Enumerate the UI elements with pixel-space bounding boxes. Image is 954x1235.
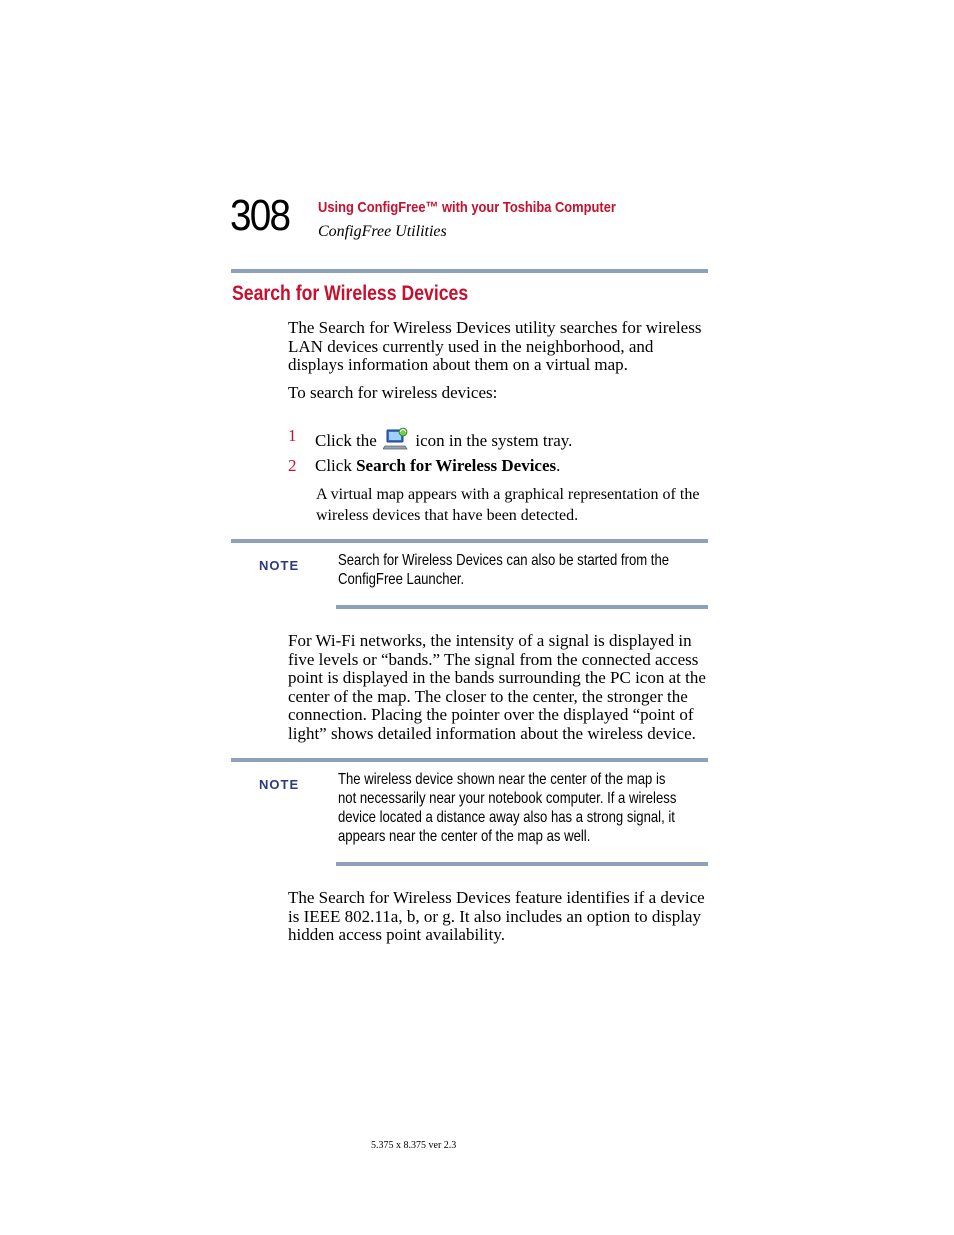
configfree-tray-icon [383, 426, 409, 457]
step-text-before: Click [315, 456, 352, 475]
wifi-paragraph: For Wi-Fi networks, the intensity of a signal is displayed in five levels or “bands.” The signal from the connected access point is displayed in the bands surrounding the PC icon at the center of the map. The closer to the center, the stronger the connection. Placing the pointer over the displayed “point of light” shows detailed information about the wireless device. [288, 631, 706, 743]
note-text: The wireless device shown near the center of the map is not necessarily near your notebook computer. If a wireless device located a distance away also has a strong signal, it appears near the center of the map as well. [338, 771, 677, 845]
lead-in-paragraph: To search for wireless devices: [288, 383, 498, 402]
chapter-title: Using ConfigFree™ with your Toshiba Computer [318, 199, 616, 216]
note-label: NOTE [259, 558, 300, 573]
note-text: Search for Wireless Devices can also be started from the ConfigFree Launcher. [338, 552, 670, 588]
step-command: Search for Wireless Devices [356, 456, 557, 475]
step-result: A virtual map appears with a graphical representation of the wireless devices that have been detected. [316, 486, 700, 524]
intro-paragraph: The Search for Wireless Devices utility searches for wireless LAN devices currently used in the neighborhood, and displays information about them on a virtual map. [288, 318, 702, 375]
note-top-rule [231, 539, 708, 543]
section-subtitle: ConfigFree Utilities [318, 223, 447, 240]
page-number: 308 [230, 191, 290, 240]
page-footer: 5.375 x 8.375 ver 2.3 [371, 1140, 457, 1151]
ieee-paragraph: The Search for Wireless Devices feature identifies if a device is IEEE 802.11a, b, or g. It also includes an option to display hidden access point availability. [288, 888, 705, 945]
note-bottom-rule [336, 605, 708, 609]
step-text [315, 426, 572, 457]
section-heading: Search for Wireless Devices [232, 282, 469, 305]
section-rule [231, 269, 708, 273]
step-text-after: . [556, 456, 561, 475]
note-top-rule [231, 758, 708, 762]
note-label: NOTE [259, 777, 300, 792]
step-number: 1 [288, 426, 297, 445]
step-text [315, 456, 560, 476]
note-bottom-rule [336, 862, 708, 866]
step-number: 2 [288, 456, 297, 475]
step-text-after: icon in the system tray. [415, 431, 573, 450]
step-text-before: Click the [315, 431, 377, 450]
